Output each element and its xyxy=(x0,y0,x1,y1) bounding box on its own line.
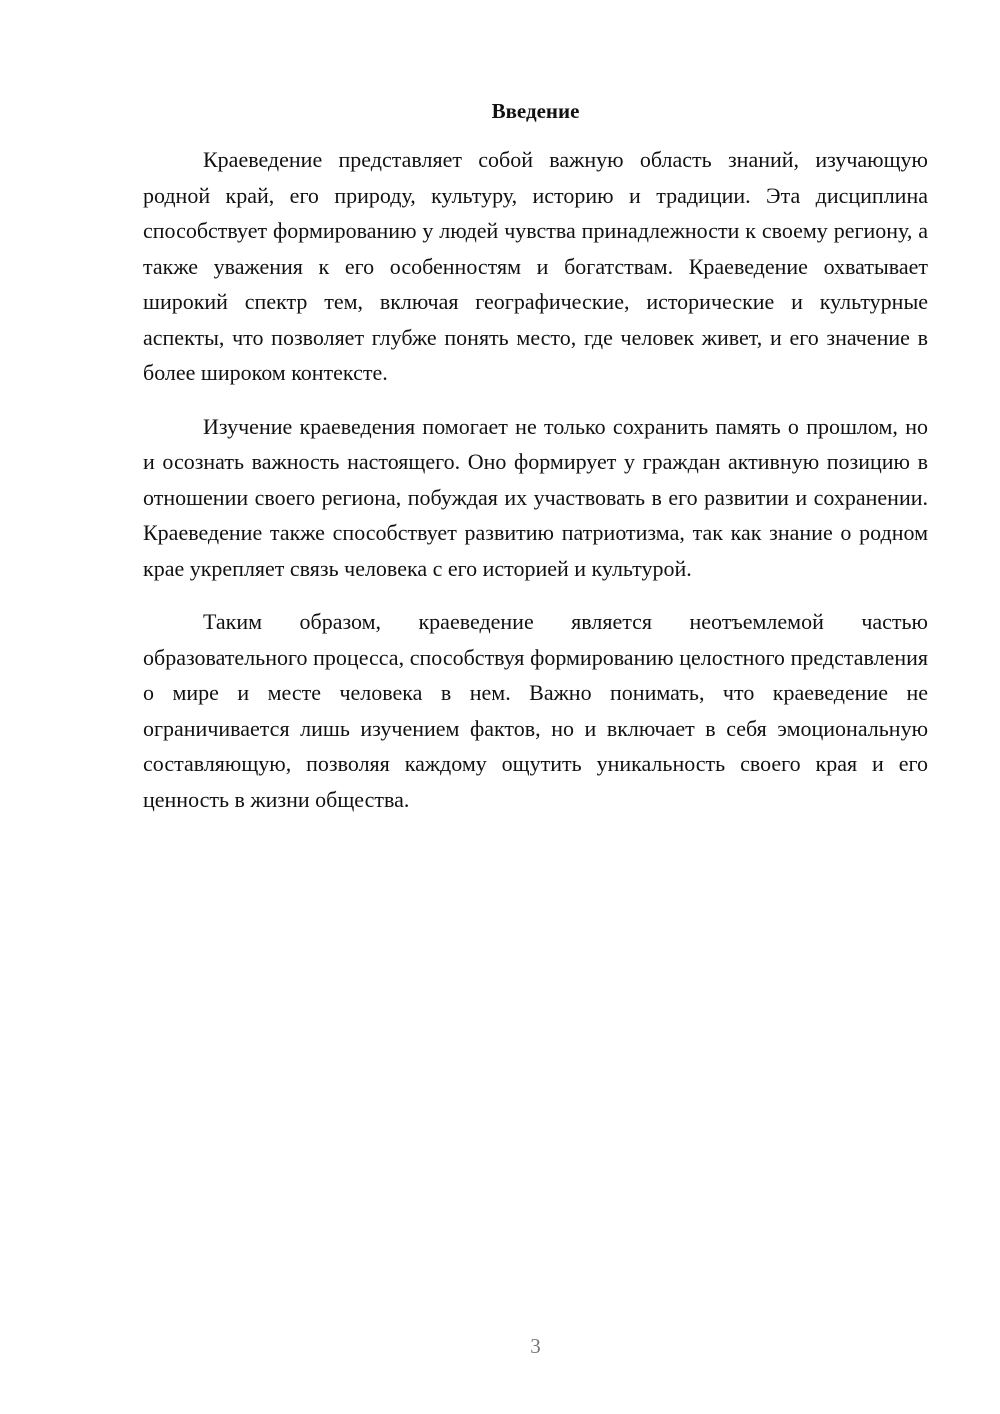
body-text xyxy=(143,142,928,835)
section-title: Введение xyxy=(491,99,580,123)
paragraph-1: Краеведение представляет собой важную область знаний, изучающую родной край, его природу, культуру, историю и традиции. Эта дисциплина способствует формированию у людей чувства принадлежности к своему региону, а также уважения к его особенностям и богатствам. Краеведение охватывает широкий спектр тем, включая географические, исторические и культурные аспекты, что позволяет глубже понять место, где человек живет, и его значение в более широком контексте. xyxy=(143,147,928,385)
page-number: 3 xyxy=(530,1334,541,1358)
paragraph-2: Изучение краеведения помогает не только сохранить память о прошлом, но и осознать важность настоящего. Оно формирует у граждан активную позицию в отношении своего региона, побуждая их участвовать в его развитии и сохранении. Краеведение также способствует развитию патриотизма, так как знание о родном крае укрепляет связь человека с его историей и культурой. xyxy=(143,413,928,581)
paragraph-3: Таким образом, краеведение является неотъемлемой частью образовательного процесса, способствуя формированию целостного представления о мире и месте человека в нем. Важно понимать, что краеведение не ограничивается лишь изучением фактов, но и включает в себя эмоциональную составляющую, позволяя каждому ощутить уникальность своего края и его ценность в жизни общества. xyxy=(143,609,928,812)
